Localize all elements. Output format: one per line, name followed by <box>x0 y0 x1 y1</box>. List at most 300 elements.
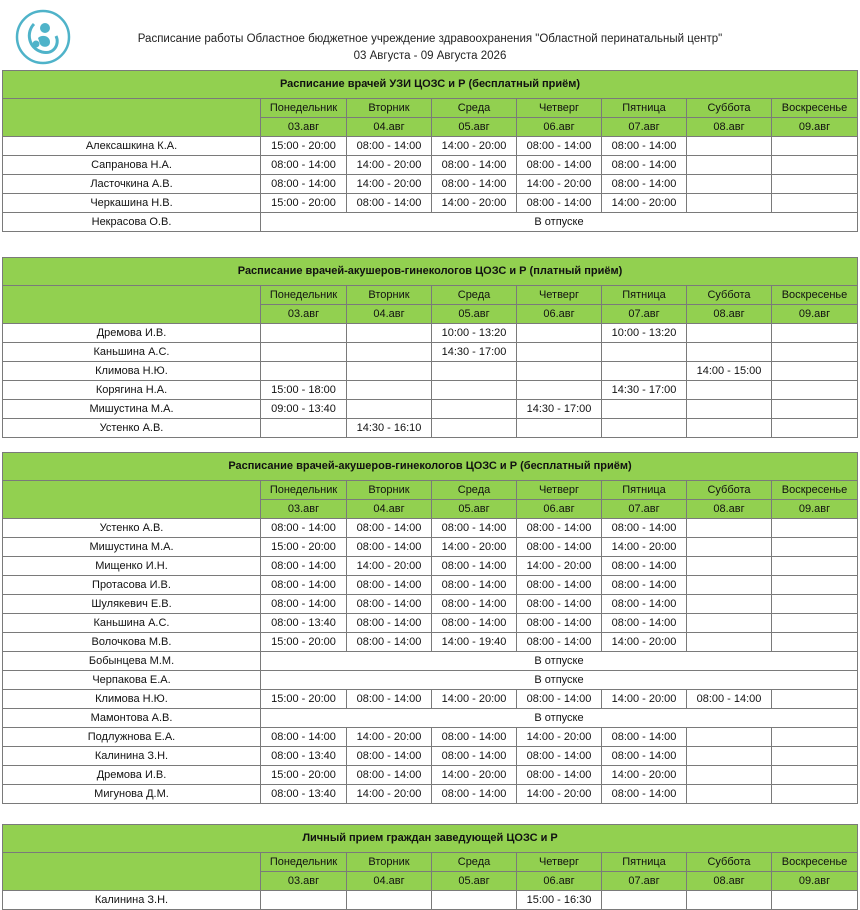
time-slot <box>347 324 432 343</box>
doctor-name: Протасова И.В. <box>3 576 261 595</box>
table-row <box>3 709 858 728</box>
time-slot <box>347 362 432 381</box>
doctor-name: Дремова И.В. <box>3 324 261 343</box>
doctor-name: Мищенко И.Н. <box>3 557 261 576</box>
date-header: 04.авг <box>347 500 432 519</box>
vacation-note: В отпуске <box>261 709 858 728</box>
vacation-note: В отпуске <box>261 671 858 690</box>
time-slot: 08:00 - 14:00 <box>602 747 687 766</box>
doctor-name: Климова Н.Ю. <box>3 362 261 381</box>
doctor-name: Калинина З.Н. <box>3 747 261 766</box>
time-slot <box>687 381 772 400</box>
doctor-name: Сапранова Н.А. <box>3 156 261 175</box>
time-slot <box>517 381 602 400</box>
time-slot <box>772 519 858 538</box>
doctor-name: Некрасова О.В. <box>3 213 261 232</box>
table-title-row <box>3 258 858 286</box>
date-header: 05.авг <box>432 872 517 891</box>
table-row <box>3 519 858 538</box>
time-slot: 08:00 - 14:00 <box>261 595 347 614</box>
date-header: 04.авг <box>347 872 432 891</box>
time-slot <box>772 400 858 419</box>
time-slot: 08:00 - 14:00 <box>602 137 687 156</box>
time-slot: 14:00 - 20:00 <box>517 785 602 804</box>
time-slot: 08:00 - 14:00 <box>602 785 687 804</box>
time-slot <box>772 633 858 652</box>
date-header: 05.авг <box>432 500 517 519</box>
time-slot <box>687 576 772 595</box>
date-header: 08.авг <box>687 305 772 324</box>
schedule-table <box>2 824 858 910</box>
time-slot: 08:00 - 14:00 <box>432 595 517 614</box>
doctor-name: Мишустина М.А. <box>3 400 261 419</box>
table-row <box>3 194 858 213</box>
doctor-name: Черкашина Н.В. <box>3 194 261 213</box>
time-slot: 15:00 - 20:00 <box>261 137 347 156</box>
time-slot <box>347 400 432 419</box>
time-slot: 15:00 - 20:00 <box>261 766 347 785</box>
date-header: 06.авг <box>517 872 602 891</box>
doctor-name: Корягина Н.А. <box>3 381 261 400</box>
time-slot: 08:00 - 14:00 <box>347 614 432 633</box>
date-header: 03.авг <box>261 305 347 324</box>
day-header: Среда <box>432 853 517 872</box>
time-slot: 08:00 - 14:00 <box>432 175 517 194</box>
time-slot: 08:00 - 14:00 <box>602 519 687 538</box>
time-slot: 08:00 - 14:00 <box>432 557 517 576</box>
time-slot <box>517 362 602 381</box>
time-slot <box>687 194 772 213</box>
time-slot <box>772 728 858 747</box>
time-slot: 08:00 - 14:00 <box>517 519 602 538</box>
header-blank-cell <box>3 118 261 137</box>
date-header: 06.авг <box>517 118 602 137</box>
time-slot: 08:00 - 14:00 <box>602 557 687 576</box>
time-slot: 08:00 - 14:00 <box>517 614 602 633</box>
time-slot: 08:00 - 14:00 <box>602 175 687 194</box>
time-slot: 14:00 - 20:00 <box>517 175 602 194</box>
time-slot: 08:00 - 13:40 <box>261 614 347 633</box>
time-slot <box>772 766 858 785</box>
day-header: Пятница <box>602 286 687 305</box>
time-slot: 14:00 - 19:40 <box>432 633 517 652</box>
time-slot: 08:00 - 14:00 <box>432 747 517 766</box>
date-header: 05.авг <box>432 305 517 324</box>
time-slot <box>772 785 858 804</box>
date-range: 03 Августа - 09 Августа 2026 <box>353 50 507 62</box>
header-blank-cell <box>3 500 261 519</box>
time-slot: 08:00 - 14:00 <box>347 766 432 785</box>
date-header: 09.авг <box>772 118 858 137</box>
doctor-name: Ласточкина А.В. <box>3 175 261 194</box>
date-header: 06.авг <box>517 305 602 324</box>
time-slot <box>772 538 858 557</box>
header-blank-cell <box>3 305 261 324</box>
time-slot <box>687 747 772 766</box>
time-slot <box>517 343 602 362</box>
time-slot <box>261 324 347 343</box>
doctor-name: Мишустина М.А. <box>3 538 261 557</box>
date-header: 07.авг <box>602 305 687 324</box>
date-header: 09.авг <box>772 305 858 324</box>
time-slot <box>687 324 772 343</box>
day-header: Четверг <box>517 286 602 305</box>
time-slot: 14:00 - 20:00 <box>347 557 432 576</box>
time-slot <box>772 324 858 343</box>
time-slot: 08:00 - 14:00 <box>432 785 517 804</box>
time-slot: 08:00 - 14:00 <box>261 557 347 576</box>
time-slot <box>687 614 772 633</box>
time-slot <box>687 633 772 652</box>
time-slot: 10:00 - 13:20 <box>432 324 517 343</box>
time-slot <box>432 891 517 910</box>
doctor-name: Калинина З.Н. <box>3 891 261 910</box>
time-slot: 08:00 - 14:00 <box>517 137 602 156</box>
day-header: Воскресенье <box>772 853 858 872</box>
time-slot: 08:00 - 14:00 <box>517 538 602 557</box>
time-slot: 14:00 - 20:00 <box>602 194 687 213</box>
table-title: Расписание врачей УЗИ ЦОЗС и Р (бесплатный приём) <box>3 71 858 99</box>
table-row <box>3 362 858 381</box>
date-header: 08.авг <box>687 500 772 519</box>
time-slot: 14:00 - 20:00 <box>432 690 517 709</box>
time-slot: 08:00 - 13:40 <box>261 785 347 804</box>
time-slot: 15:00 - 20:00 <box>261 538 347 557</box>
time-slot: 08:00 - 14:00 <box>432 614 517 633</box>
time-slot <box>432 400 517 419</box>
day-header: Вторник <box>347 286 432 305</box>
time-slot <box>772 747 858 766</box>
day-header: Суббота <box>687 853 772 872</box>
table-row <box>3 633 858 652</box>
time-slot: 08:00 - 14:00 <box>347 690 432 709</box>
time-slot <box>261 362 347 381</box>
time-slot: 14:00 - 20:00 <box>602 766 687 785</box>
time-slot <box>602 343 687 362</box>
day-header: Суббота <box>687 99 772 118</box>
time-slot <box>687 137 772 156</box>
table-row <box>3 175 858 194</box>
table-title-row <box>3 453 858 481</box>
date-header: 09.авг <box>772 872 858 891</box>
time-slot: 08:00 - 14:00 <box>347 538 432 557</box>
time-slot <box>772 343 858 362</box>
time-slot <box>772 194 858 213</box>
schedule-table <box>2 257 858 438</box>
header-blank-cell <box>3 872 261 891</box>
time-slot: 08:00 - 14:00 <box>347 137 432 156</box>
doctor-name: Волочкова М.В. <box>3 633 261 652</box>
time-slot: 15:00 - 18:00 <box>261 381 347 400</box>
doctor-name: Черпакова Е.А. <box>3 671 261 690</box>
time-slot <box>772 690 858 709</box>
table-row <box>3 538 858 557</box>
time-slot: 14:00 - 20:00 <box>432 538 517 557</box>
time-slot: 08:00 - 14:00 <box>517 747 602 766</box>
table-row <box>3 343 858 362</box>
day-header: Четверг <box>517 481 602 500</box>
time-slot <box>602 419 687 438</box>
page-title: Расписание работы Областное бюджетное учреждение здравоохранения "Областной перинатальный центр" <box>137 33 723 45</box>
time-slot: 08:00 - 14:00 <box>261 519 347 538</box>
time-slot: 08:00 - 14:00 <box>602 614 687 633</box>
day-header: Суббота <box>687 481 772 500</box>
time-slot: 14:00 - 20:00 <box>602 690 687 709</box>
table-title-row <box>3 71 858 99</box>
time-slot <box>772 891 858 910</box>
doctor-name: Каньшина А.С. <box>3 614 261 633</box>
doctor-name: Бобынцева М.М. <box>3 652 261 671</box>
table-row <box>3 156 858 175</box>
date-header: 05.авг <box>432 118 517 137</box>
vacation-note: В отпуске <box>261 652 858 671</box>
time-slot <box>347 343 432 362</box>
time-slot: 08:00 - 14:00 <box>347 576 432 595</box>
time-slot: 14:00 - 15:00 <box>687 362 772 381</box>
table-row <box>3 728 858 747</box>
time-slot <box>602 891 687 910</box>
time-slot <box>347 891 432 910</box>
day-header: Воскресенье <box>772 286 858 305</box>
time-slot: 08:00 - 14:00 <box>432 519 517 538</box>
time-slot: 08:00 - 14:00 <box>261 728 347 747</box>
table-row <box>3 576 858 595</box>
table-row <box>3 671 858 690</box>
time-slot: 14:00 - 20:00 <box>347 728 432 747</box>
page-header <box>0 0 860 68</box>
table-row <box>3 557 858 576</box>
date-header: 03.авг <box>261 118 347 137</box>
time-slot <box>261 419 347 438</box>
time-slot: 08:00 - 14:00 <box>347 595 432 614</box>
date-header-row <box>3 305 858 324</box>
time-slot <box>772 614 858 633</box>
day-header: Понедельник <box>261 286 347 305</box>
table-row <box>3 400 858 419</box>
time-slot <box>687 785 772 804</box>
table-row <box>3 891 858 910</box>
time-slot: 14:30 - 16:10 <box>347 419 432 438</box>
table-row <box>3 324 858 343</box>
vacation-note: В отпуске <box>261 213 858 232</box>
date-header: 07.авг <box>602 118 687 137</box>
time-slot <box>772 595 858 614</box>
time-slot: 08:00 - 14:00 <box>602 156 687 175</box>
time-slot: 08:00 - 13:40 <box>261 747 347 766</box>
table-row <box>3 690 858 709</box>
time-slot <box>772 419 858 438</box>
time-slot <box>772 175 858 194</box>
doctor-name: Мамонтова А.В. <box>3 709 261 728</box>
time-slot: 08:00 - 14:00 <box>261 576 347 595</box>
time-slot: 08:00 - 14:00 <box>347 194 432 213</box>
date-header: 08.авг <box>687 872 772 891</box>
date-header: 03.авг <box>261 872 347 891</box>
day-header: Пятница <box>602 853 687 872</box>
day-header: Пятница <box>602 99 687 118</box>
time-slot: 14:30 - 17:00 <box>517 400 602 419</box>
time-slot <box>772 381 858 400</box>
time-slot <box>772 156 858 175</box>
time-slot: 08:00 - 14:00 <box>432 576 517 595</box>
day-header: Понедельник <box>261 853 347 872</box>
time-slot: 08:00 - 14:00 <box>261 156 347 175</box>
time-slot <box>432 362 517 381</box>
time-slot: 08:00 - 14:00 <box>517 576 602 595</box>
time-slot <box>772 362 858 381</box>
header-blank-cell <box>3 853 261 872</box>
table-row <box>3 785 858 804</box>
day-header: Суббота <box>687 286 772 305</box>
table-row <box>3 747 858 766</box>
day-header: Вторник <box>347 481 432 500</box>
time-slot: 15:00 - 20:00 <box>261 633 347 652</box>
time-slot <box>687 400 772 419</box>
time-slot <box>687 538 772 557</box>
time-slot: 14:00 - 20:00 <box>432 766 517 785</box>
date-header-row <box>3 500 858 519</box>
time-slot: 08:00 - 14:00 <box>432 728 517 747</box>
day-header: Воскресенье <box>772 481 858 500</box>
doctor-name: Каньшина А.С. <box>3 343 261 362</box>
time-slot <box>602 362 687 381</box>
time-slot: 09:00 - 13:40 <box>261 400 347 419</box>
schedule-table <box>2 452 858 804</box>
time-slot <box>432 419 517 438</box>
date-header: 03.авг <box>261 500 347 519</box>
table-row <box>3 766 858 785</box>
time-slot: 14:00 - 20:00 <box>517 728 602 747</box>
date-header-row <box>3 872 858 891</box>
table-row <box>3 652 858 671</box>
doctor-name: Алексашкина К.А. <box>3 137 261 156</box>
time-slot <box>687 728 772 747</box>
time-slot <box>687 595 772 614</box>
doctor-name: Устенко А.В. <box>3 519 261 538</box>
doctor-name: Климова Н.Ю. <box>3 690 261 709</box>
day-header: Понедельник <box>261 99 347 118</box>
date-header: 08.авг <box>687 118 772 137</box>
time-slot: 14:00 - 20:00 <box>347 156 432 175</box>
doctor-name: Подлужнова Е.А. <box>3 728 261 747</box>
time-slot <box>261 343 347 362</box>
time-slot: 08:00 - 14:00 <box>261 175 347 194</box>
day-header-row <box>3 286 858 305</box>
table-row <box>3 213 858 232</box>
time-slot: 14:00 - 20:00 <box>432 194 517 213</box>
date-header: 04.авг <box>347 305 432 324</box>
time-slot: 08:00 - 14:00 <box>602 595 687 614</box>
day-header: Четверг <box>517 853 602 872</box>
table-title: Расписание врачей-акушеров-гинекологов ЦОЗС и Р (бесплатный приём) <box>3 453 858 481</box>
time-slot <box>602 400 687 419</box>
time-slot <box>687 891 772 910</box>
table-title-row <box>3 825 858 853</box>
time-slot: 14:00 - 20:00 <box>432 137 517 156</box>
time-slot: 08:00 - 14:00 <box>347 633 432 652</box>
day-header: Вторник <box>347 99 432 118</box>
date-header: 06.авг <box>517 500 602 519</box>
time-slot: 08:00 - 14:00 <box>687 690 772 709</box>
day-header-row <box>3 99 858 118</box>
time-slot: 15:00 - 20:00 <box>261 690 347 709</box>
time-slot: 08:00 - 14:00 <box>517 156 602 175</box>
doctor-name: Шулякевич Е.В. <box>3 595 261 614</box>
time-slot: 10:00 - 13:20 <box>602 324 687 343</box>
doctor-name: Мигунова Д.М. <box>3 785 261 804</box>
day-header: Среда <box>432 481 517 500</box>
table-row <box>3 614 858 633</box>
time-slot <box>772 137 858 156</box>
time-slot: 14:00 - 20:00 <box>602 633 687 652</box>
doctor-name: Дремова И.В. <box>3 766 261 785</box>
day-header-row <box>3 481 858 500</box>
time-slot <box>687 156 772 175</box>
table-title: Личный прием граждан заведующей ЦОЗС и Р <box>3 825 858 853</box>
header-blank-cell <box>3 481 261 500</box>
time-slot: 15:00 - 20:00 <box>261 194 347 213</box>
time-slot: 08:00 - 14:00 <box>517 766 602 785</box>
table-row <box>3 595 858 614</box>
header-blank-cell <box>3 286 261 305</box>
date-header: 09.авг <box>772 500 858 519</box>
time-slot: 08:00 - 14:00 <box>517 690 602 709</box>
day-header: Понедельник <box>261 481 347 500</box>
time-slot: 08:00 - 14:00 <box>347 747 432 766</box>
time-slot: 08:00 - 14:00 <box>602 728 687 747</box>
schedule-table <box>2 70 858 232</box>
time-slot <box>347 381 432 400</box>
time-slot <box>261 891 347 910</box>
header-blank-cell <box>3 99 261 118</box>
table-row <box>3 419 858 438</box>
time-slot: 08:00 - 14:00 <box>517 194 602 213</box>
table-title: Расписание врачей-акушеров-гинекологов ЦОЗС и Р (платный приём) <box>3 258 858 286</box>
time-slot <box>687 766 772 785</box>
time-slot: 14:00 - 20:00 <box>602 538 687 557</box>
time-slot: 15:00 - 16:30 <box>517 891 602 910</box>
time-slot: 08:00 - 14:00 <box>432 156 517 175</box>
date-header: 07.авг <box>602 500 687 519</box>
day-header: Четверг <box>517 99 602 118</box>
time-slot <box>517 419 602 438</box>
doctor-name: Устенко А.В. <box>3 419 261 438</box>
time-slot: 08:00 - 14:00 <box>517 595 602 614</box>
time-slot <box>687 519 772 538</box>
time-slot <box>772 576 858 595</box>
time-slot <box>432 381 517 400</box>
day-header: Среда <box>432 99 517 118</box>
time-slot: 14:30 - 17:00 <box>432 343 517 362</box>
table-row <box>3 137 858 156</box>
time-slot: 14:00 - 20:00 <box>517 557 602 576</box>
date-header: 07.авг <box>602 872 687 891</box>
date-header-row <box>3 118 858 137</box>
time-slot: 08:00 - 14:00 <box>602 576 687 595</box>
time-slot <box>687 343 772 362</box>
table-row <box>3 381 858 400</box>
time-slot <box>687 419 772 438</box>
time-slot: 08:00 - 14:00 <box>517 633 602 652</box>
time-slot <box>687 557 772 576</box>
time-slot <box>687 175 772 194</box>
time-slot: 14:30 - 17:00 <box>602 381 687 400</box>
time-slot: 14:00 - 20:00 <box>347 785 432 804</box>
date-header: 04.авг <box>347 118 432 137</box>
time-slot: 14:00 - 20:00 <box>347 175 432 194</box>
day-header: Пятница <box>602 481 687 500</box>
time-slot <box>517 324 602 343</box>
